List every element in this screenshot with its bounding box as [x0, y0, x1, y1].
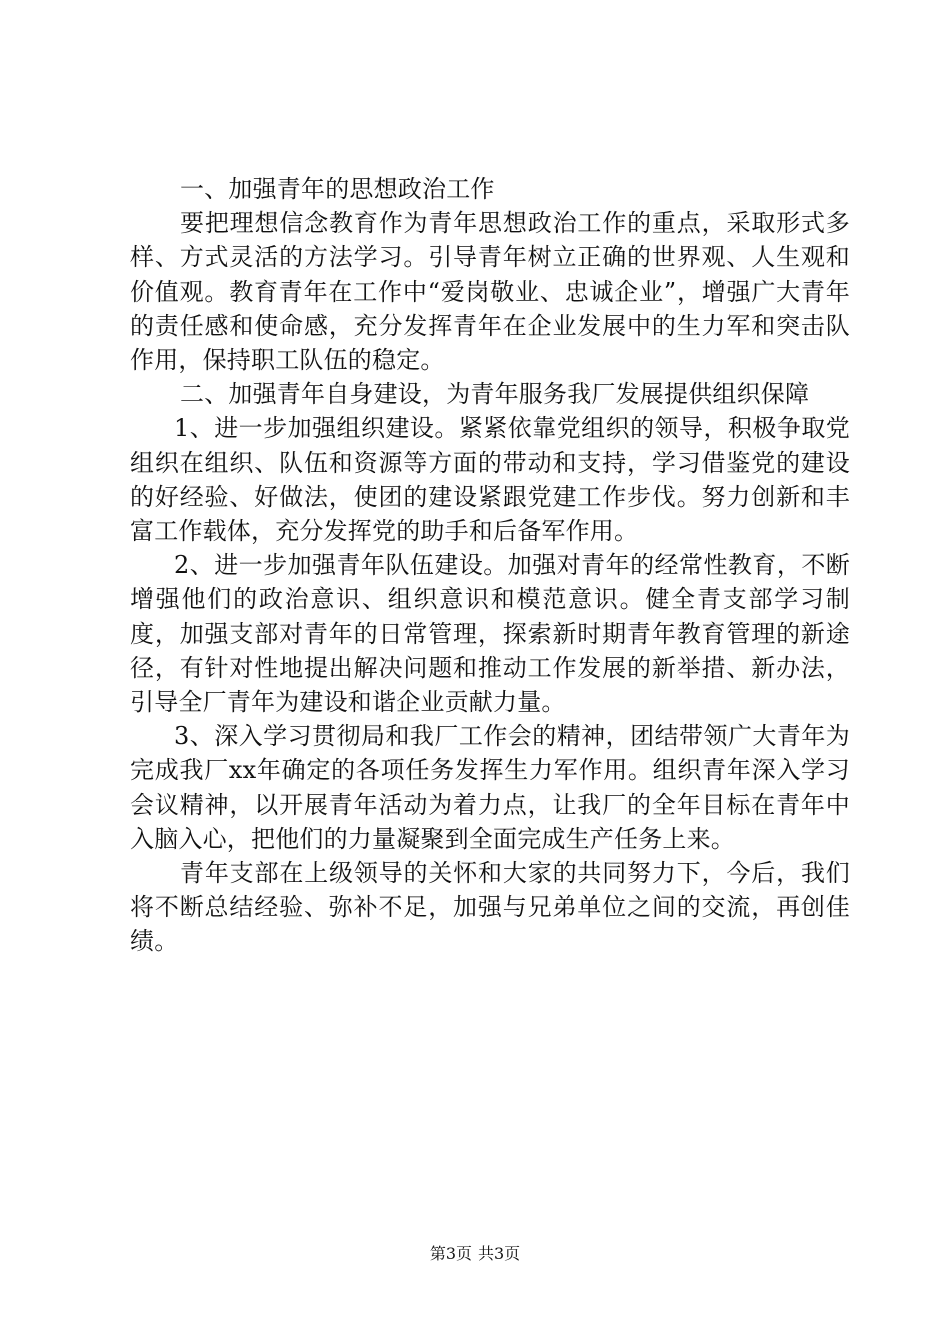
paragraph-conclusion: 青年支部在上级领导的关怀和大家的共同努力下，今后，我们将不断总结经验、弥补不足，加强与兄弟单位之间的交流，再创佳绩。	[130, 859, 850, 956]
document-body	[130, 172, 850, 959]
page-footer	[0, 1244, 950, 1264]
paragraph-item-3: 3、深入学习贯彻局和我厂工作会的精神，团结带领广大青年为完成我厂xx年确定的各项任务发挥生力军作用。组织青年深入学习会议精神，以开展青年活动为着力点，让我厂的全年目标在青年中入脑入心，把他们的力量凝聚到全面完成生产任务上来。	[130, 722, 850, 853]
page-number-current: 第3页	[429, 1244, 472, 1263]
paragraph-item-2: 2、进一步加强青年队伍建设。加强对青年的经常性教育，不断增强他们的政治意识、组织意识和模范意识。健全青支部学习制度，加强支部对青年的日常管理，探索新时期青年教育管理的新途径，有针对性地提出解决问题和推动工作发展的新举措、新办法，引导全厂青年为建设和谐企业贡献力量。	[130, 551, 850, 717]
page-number-total: 共3页	[478, 1244, 521, 1263]
paragraph-ideology: 要把理想信念教育作为青年思想政治工作的重点，采取形式多样、方式灵活的方法学习。引导青年树立正确的世界观、人生观和价值观。教育青年在工作中“爱岗敬业、忠诚企业”，增强广大青年的责任感和使命感，充分发挥青年在企业发展中的生力军和突击队作用，保持职工队伍的稳定。	[130, 209, 850, 375]
section-heading-1: 一、加强青年的思想政治工作	[180, 175, 495, 203]
paragraph-item-1: 1、进一步加强组织建设。紧紧依靠党组织的领导，积极争取党组织在组织、队伍和资源等方面的带动和支持，学习借鉴党的建设的好经验、好做法，使团的建设紧跟党建工作步伐。努力创新和丰富工作载体，充分发挥党的助手和后备军作用。	[130, 414, 850, 546]
section-heading-2: 二、加强青年自身建设，为青年服务我厂发展提供组织保障	[180, 380, 810, 409]
